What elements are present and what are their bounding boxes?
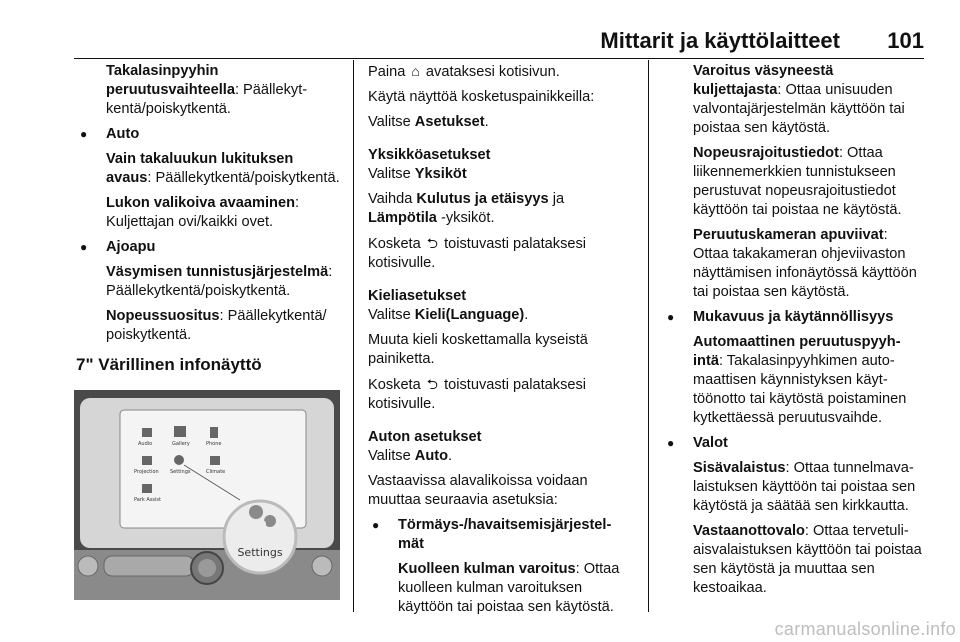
back-arrow-icon: ⮌ (426, 376, 439, 392)
paragraph (368, 234, 632, 273)
column-divider-1 (353, 60, 354, 612)
paragraph (368, 306, 632, 325)
paragraph (76, 150, 340, 188)
term: Auto (414, 448, 449, 464)
column-divider-2 (648, 60, 649, 612)
page-number: 101 (887, 28, 924, 53)
bullet-label: Mukavuus ja käytännöllisyys (693, 309, 894, 325)
text: . (524, 307, 529, 323)
paragraph (663, 459, 925, 516)
term: Nopeusrajoitustiedot (693, 145, 839, 161)
text: : Ottaa tervetuliaisvalaistuksen käyttöön tai poistaa sen käytöstä ja muuttaa sen kestoaikaa. (693, 523, 922, 596)
text: Valitse (368, 114, 411, 130)
app-label: Projection (134, 469, 159, 475)
bullet-auto (76, 125, 340, 144)
infodisplay-photo (74, 390, 340, 600)
term: Varoitus väsyneestä kuljettajasta (693, 63, 834, 98)
watermark[interactable]: carmanualsonline.info (774, 619, 956, 639)
subheading: Auton asetukset (368, 429, 482, 445)
paragraph (368, 165, 632, 184)
infodisplay-illustration (74, 390, 340, 600)
term: Automaattinen peruutuspyyhintä (693, 334, 901, 369)
text: : Ottaa unisuuden valvontajärjestelmän käyttöön tai poistaa sen käytöstä. (693, 82, 905, 136)
paragraph (663, 62, 925, 138)
paragraph (76, 194, 340, 232)
column-3 (663, 62, 925, 604)
paragraph (663, 144, 925, 220)
paragraph (663, 333, 925, 428)
text: : Päällekytkentä/ poiskytkentä. (106, 308, 327, 343)
text: : Ottaa liikennemerkkien tunnistukseen perustuvat nopeusrajoitustiedot käyttöön tai poistaa ne käytöstä. (693, 145, 902, 218)
column-1 (76, 62, 340, 386)
text: : Päällekytkentä/poiskytkentä. (106, 264, 333, 299)
paragraph (368, 447, 632, 466)
text: toistuvasti palataksesi kotisivulle. (368, 377, 587, 412)
app-label: Climate (206, 469, 226, 475)
term: Lämpötila (368, 210, 437, 226)
text: Valitse (368, 448, 411, 464)
bullet-collision-systems (368, 516, 632, 554)
paragraph (368, 190, 632, 228)
term: Peruutuskameran apuviivat (693, 227, 884, 243)
settings-callout-label: Settings (237, 546, 283, 559)
section-heading: 7" Värillinen infonäyttö (76, 355, 262, 374)
term: Vastaanottovalo (693, 523, 805, 539)
text: Valitse (368, 307, 411, 323)
text: : Ottaa tunnelmavalaistuksen käyttöön tai poistaa sen käytöstä ja säätää sen kirkkautta. (693, 460, 916, 514)
back-arrow-icon: ⮌ (426, 235, 439, 251)
text: -yksiköt. (440, 210, 495, 226)
text: : Ottaa kuolleen kulman varoituksen käyttöön tai poistaa sen käytöstä. (398, 561, 620, 615)
app-label: Park Assist (134, 497, 161, 503)
text: Paina (368, 64, 406, 80)
term: Sisävalaistus (693, 460, 786, 476)
text: . (484, 114, 489, 130)
term: Asetukset (414, 114, 485, 130)
text: Kosketa (368, 377, 421, 393)
page-header (0, 24, 924, 58)
text: : Päällekytkentä/poiskytkentä. (106, 82, 308, 117)
paragraph (76, 307, 340, 345)
term: Kieli(Language) (414, 307, 525, 323)
app-label: Audio (138, 441, 153, 447)
bullet-label: Auto (106, 126, 140, 142)
subheading: Kieliasetukset (368, 288, 467, 304)
term: Takalasinpyyhin peruutusvaihteella (106, 63, 235, 98)
app-label: Phone (206, 441, 222, 447)
page-title: Mittarit ja käyttölaitteet (600, 28, 840, 53)
paragraph: Vastaavissa alavalikoissa voidaan muuttaa seuraavia asetuksia: (368, 473, 588, 508)
term: Lukon valikoiva avaaminen (106, 195, 295, 211)
paragraph (663, 522, 925, 598)
bullet-lights (663, 434, 925, 453)
text: : Ottaa takakameran ohjeviivaston näyttämisen infonäytössä käyttöön tai poistaa sen käytöstä. (693, 227, 917, 300)
paragraph: Muuta kieli koskettamalla kyseistä painiketta. (368, 332, 588, 367)
term: Nopeussuositus (106, 308, 220, 324)
text: avataksesi kotisivun. (425, 64, 560, 80)
paragraph: Käytä näyttöä kosketuspainikkeilla: (368, 89, 595, 105)
bullet-ajoapu (76, 238, 340, 257)
text: toistuvasti palataksesi kotisivulle. (368, 236, 587, 271)
paragraph (368, 113, 632, 132)
app-label: Gallery (172, 441, 190, 447)
text: ja (552, 191, 565, 207)
text: Vaihda (368, 191, 413, 207)
paragraph (663, 226, 925, 302)
paragraph (368, 62, 632, 82)
term: Yksiköt (414, 166, 467, 182)
text: Valitse (368, 166, 411, 182)
paragraph (368, 560, 632, 617)
term: Kuolleen kulman varoitus (398, 561, 576, 577)
text: Kosketa (368, 236, 421, 252)
bullet-label: Ajoapu (106, 239, 156, 255)
term: Vain takaluukun lukituksen avaus (106, 151, 294, 186)
app-label: Settings (170, 469, 191, 475)
text: : Päällekytkentä/poiskytkentä. (147, 170, 340, 186)
header-rule (74, 58, 924, 59)
term: Kulutus ja etäisyys (416, 191, 549, 207)
bullet-label: Valot (693, 435, 728, 451)
bullet-comfort (663, 308, 925, 327)
term: Väsymisen tunnistusjärjestelmä (106, 264, 329, 280)
paragraph (76, 62, 340, 119)
text: . (448, 448, 453, 464)
column-2 (368, 62, 632, 623)
home-icon: ⌂ (411, 63, 420, 79)
text: : Kuljettajan ovi/kaikki ovet. (106, 195, 300, 230)
paragraph (368, 375, 632, 414)
bullet-label: Törmäys-/havaitsemisjärjestelmät (398, 517, 612, 552)
subheading: Yksikköasetukset (368, 147, 491, 163)
text: : Takalasinpyyhkimen automaattisen käynnistyksen käyttöönotto tai käytöstä poistaminen kytkettäessä peruutusvaihde. (693, 353, 907, 426)
paragraph (76, 263, 340, 301)
